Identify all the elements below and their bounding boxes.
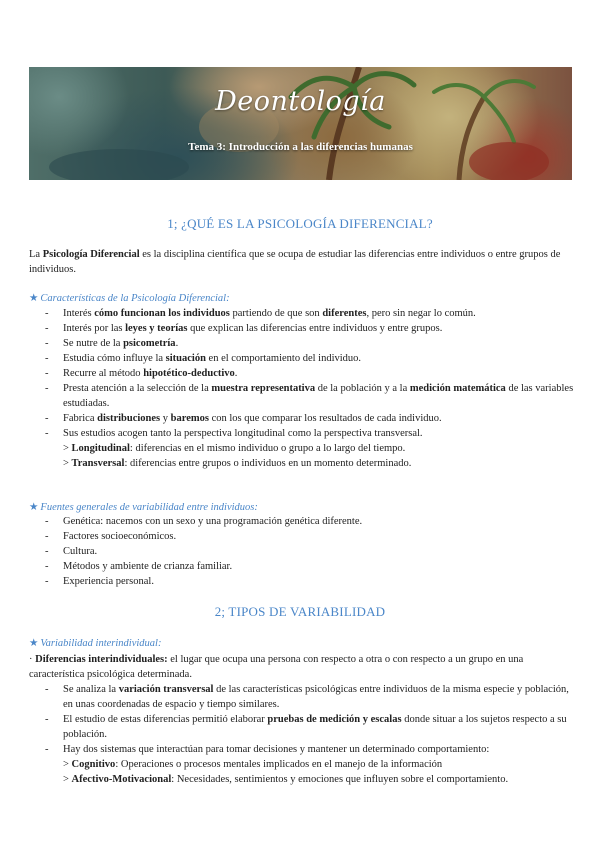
- list-item: - Se analiza la variación transversal de las características psicológicas entre individuos de la misma especie y población, en unas coordenadas de espacio y tiempo similares.: [29, 682, 574, 712]
- list-item: - Sus estudios acogen tanto la perspectiva longitudinal como la perspectiva transversal. > Longitudinal: diferencias en el mismo individuo o grupo a lo largo del tiempo. > Transversal: diferencias entre grupos o individuos en un momento determinado.: [29, 426, 574, 471]
- system-afectivo: > Afectivo-Motivacional: Necesidades, sentimientos y emociones que influyen sobre el comportamiento.: [63, 774, 509, 785]
- section-title-2: 2; TIPOS DE VARIABILIDAD: [214, 604, 386, 619]
- list-item: - Interés por las leyes y teorías que explican las diferencias entre individuos y entre grupos.: [29, 321, 574, 336]
- list-item: - Fabrica distribuciones y baremos con los que comparar los resultados de cada individuo.: [29, 411, 574, 426]
- perspective-longitudinal: > Longitudinal: diferencias en el mismo individuo o grupo a lo largo del tiempo.: [63, 443, 406, 454]
- perspective-transversal: > Transversal: diferencias entre grupos o individuos en un momento determinado.: [63, 458, 412, 469]
- document-subtitle: Tema 3: Introducción a las diferencias humanas: [188, 141, 413, 153]
- sources-list: [29, 514, 574, 589]
- banner-painting: [29, 67, 572, 180]
- interindividual-definition: · Diferencias interindividuales: el lugar que ocupa una persona con respecto a otra o con respecto a un grupo en una característica psicológica determinada.: [29, 654, 524, 680]
- list-item: - Recurre al método hipotético-deductivo.: [29, 366, 574, 381]
- header-banner: [29, 67, 572, 180]
- section-title-1: 1; ¿QUÉ ES LA PSICOLOGÍA DIFERENCIAL?: [167, 216, 433, 231]
- list-item: - El estudio de estas diferencias permitió elaborar pruebas de medición y escalas donde situar a los sujetos respecto a su población.: [29, 712, 574, 742]
- list-item: - Genética: nacemos con un sexo y una programación genética diferente.: [29, 514, 574, 529]
- star-icon: ★: [29, 293, 39, 304]
- star-icon: ★: [29, 638, 39, 649]
- list-item: - Experiencia personal.: [29, 574, 574, 589]
- star-icon: ★: [29, 502, 39, 513]
- list-item: - Se nutre de la psicometría.: [29, 336, 574, 351]
- intro-paragraph: La Psicología Diferencial es la disciplina científica que se ocupa de estudiar las diferencias entre individuos o entre grupos de individuos.: [29, 249, 561, 275]
- system-cognitivo: > Cognitivo: Operaciones o procesos mentales implicados en el manejo de la información: [63, 759, 443, 770]
- list-item: - Cultura.: [29, 544, 574, 559]
- list-item: - Interés cómo funcionan los individuos partiendo de que son diferentes, pero sin negar lo común.: [29, 306, 574, 321]
- characteristics-heading: ★ Características de la Psicología Diferencial:: [29, 293, 230, 304]
- list-item: - Presta atención a la selección de la muestra representativa de la población y a la medición matemática de las variables estudiadas.: [29, 381, 574, 411]
- characteristics-list: [29, 306, 574, 471]
- interindividual-heading: ★ Variabilidad interindividual:: [29, 638, 162, 649]
- document-title: Deontología: [215, 86, 386, 117]
- list-item: - Métodos y ambiente de crianza familiar.: [29, 559, 574, 574]
- list-item: - Hay dos sistemas que interactúan para tomar decisiones y mantener un determinado comportamiento: > Cognitivo: Operaciones o procesos mentales implicados en el manejo de la información > Afectivo-Motivacional: Necesidades, sentimientos y emociones que influyen sobre el comportamiento.: [29, 742, 574, 787]
- list-item: - Factores socioeconómicos.: [29, 529, 574, 544]
- interindividual-list: [29, 682, 574, 787]
- list-item: - Estudia cómo influye la situación en el comportamiento del individuo.: [29, 351, 574, 366]
- sources-heading: ★ Fuentes generales de variabilidad entre individuos:: [29, 502, 258, 513]
